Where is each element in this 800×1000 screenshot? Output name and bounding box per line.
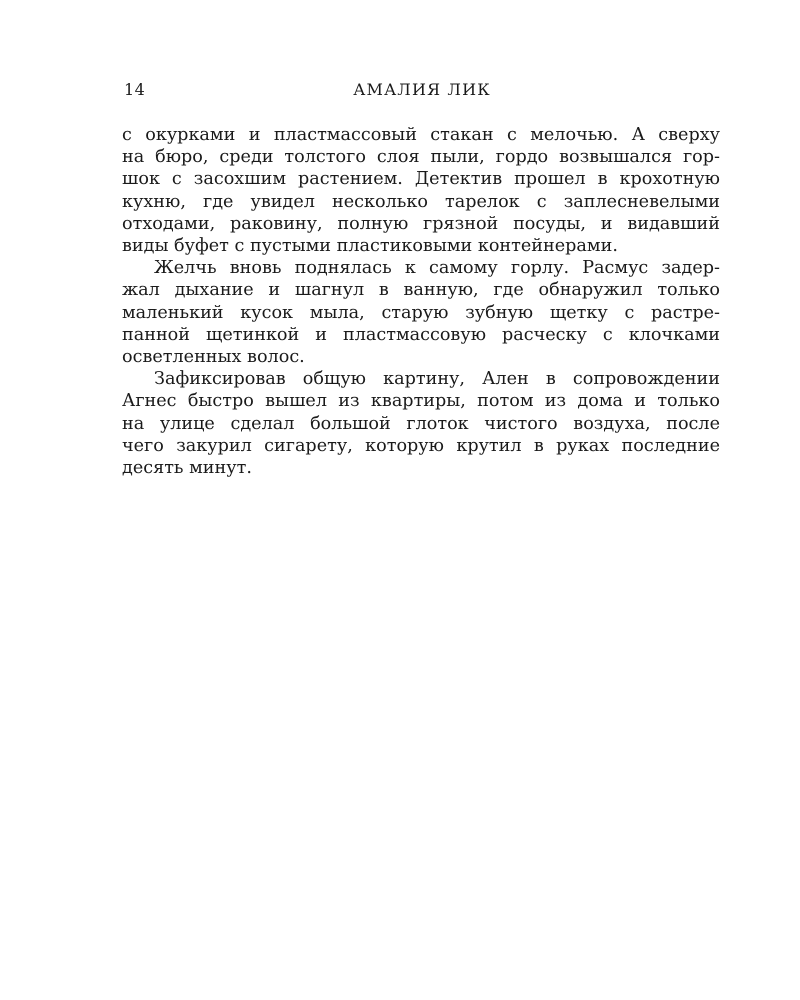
text-line: жал дыхание и шагнул в ванную, где обнаружил только bbox=[122, 280, 720, 301]
body-text bbox=[122, 124, 720, 479]
paragraph bbox=[122, 257, 720, 368]
paragraph bbox=[122, 124, 720, 257]
running-title: АМАЛИЯ ЛИК bbox=[353, 80, 491, 99]
text-line: шок с засохшим растением. Детектив прошел в крохотную bbox=[122, 169, 720, 190]
text-line: панной щетинкой и пластмассовую расческу с клочками bbox=[122, 324, 720, 345]
page-number: 14 bbox=[124, 80, 146, 99]
text-line: виды буфет с пустыми пластиковыми контейнерами. bbox=[122, 236, 618, 257]
text-line: маленький кусок мыла, старую зубную щетку с растре- bbox=[122, 302, 720, 323]
text-line: Зафиксировав общую картину, Ален в сопровождении bbox=[154, 369, 720, 390]
text-line: кухню, где увидел несколько тарелок с заплесневелыми bbox=[122, 191, 720, 212]
text-line: отходами, раковину, полную грязной посуды, и видавший bbox=[122, 213, 720, 234]
text-line: на улице сделал большой глоток чистого воздуха, после bbox=[122, 413, 720, 434]
text-line: Желчь вновь поднялась к самому горлу. Расмус задер- bbox=[154, 258, 720, 279]
text-line: чего закурил сигарету, которую крутил в руках последние bbox=[122, 435, 720, 456]
page-header bbox=[124, 80, 720, 104]
text-line: с окурками и пластмассовый стакан с мелочью. А сверху bbox=[122, 125, 720, 145]
paragraph bbox=[122, 368, 720, 479]
text-line: десять минут. bbox=[122, 458, 252, 479]
text-line: на бюро, среди толстого слоя пыли, гордо возвышался гор- bbox=[122, 147, 720, 168]
text-line: Агнес быстро вышел из квартиры, потом из дома и только bbox=[122, 391, 720, 412]
text-line: осветленных волос. bbox=[122, 347, 305, 368]
